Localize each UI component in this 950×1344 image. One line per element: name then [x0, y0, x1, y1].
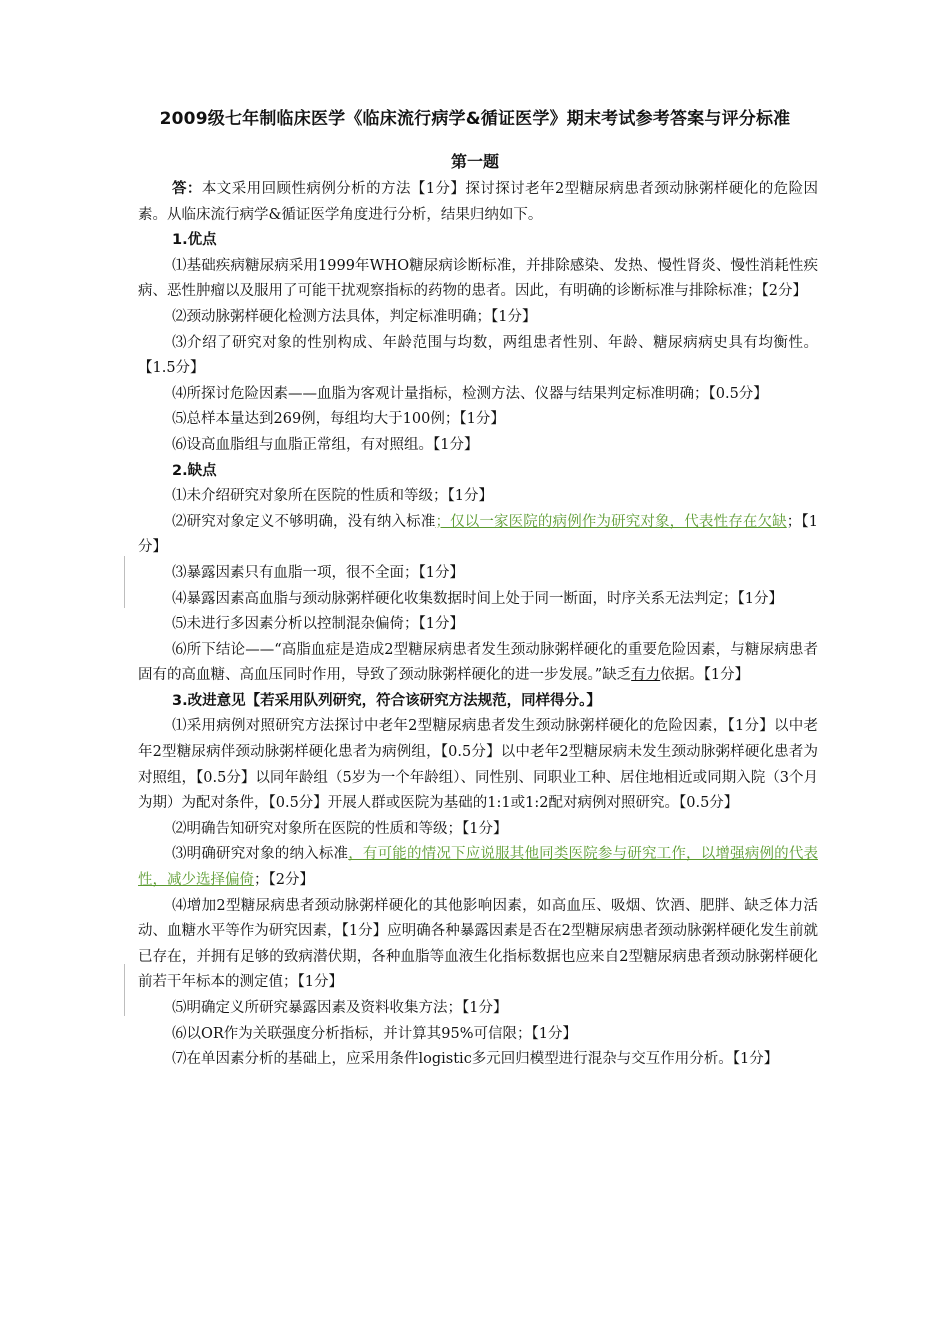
list-item: ⑵研究对象定义不够明确，没有纳入标准；仅以一家医院的病例作为研究对象，代表性存在欠缺；【1分】 — [138, 513, 818, 556]
section-heading: 第一题 — [450, 152, 499, 171]
list-item: ⑴基础疾病糖尿病采用1999年WHO糖尿病诊断标准，并排除感染、发热、慢性肾炎、慢性消耗性疾病、恶性肿瘤以及服用了可能干扰观察指标的药物的患者。因此，有明确的诊断标准与排除标准；【2分】 — [138, 257, 818, 300]
list-item: ⑶暴露因素只有血脂一项，很不全面；【1分】 — [172, 564, 464, 581]
revision-bar — [124, 964, 125, 1016]
list-item: ⑴未介绍研究对象所在医院的性质和等级；【1分】 — [172, 488, 493, 505]
list-item: ⑶介绍了研究对象的性别构成、年龄范围与均数，两组患者性别、年龄、糖尿病病史具有均衡性。【1.5分】 — [138, 334, 818, 377]
document-body — [138, 176, 818, 1073]
intro-paragraph — [138, 176, 818, 228]
list-item: ⑸总样本量达到269例，每组均大于100例；【1分】 — [172, 411, 505, 428]
tracked-insertion: ，有可能的情况下应说服其他同类医院参与研究工作，以增强病例的代表性，减少选择偏倚 — [138, 846, 818, 889]
document-title: 2009级七年制临床医学《临床流行病学&循证医学》期末考试参考答案与评分标准 — [159, 109, 791, 129]
list-item: ⑵明确告知研究对象所在医院的性质和等级；【1分】 — [172, 820, 508, 837]
list-item: ⑹设高血脂组与血脂正常组，有对照组。【1分】 — [172, 436, 479, 453]
list-item: ⑷所探讨危险因素——血脂为客观计量指标，检测方法、仪器与结果判定标准明确；【0.5分】 — [172, 385, 768, 402]
list-item: ⑵颈动脉粥样硬化检测方法具体，判定标准明确；【1分】 — [172, 308, 537, 325]
list-item: ⑸明确定义所研究暴露因素及资料收集方法；【1分】 — [172, 1000, 508, 1016]
heading-disadvantages: 2.缺点 — [172, 462, 217, 479]
heading-improvements: 3.改进意见【若采用队列研究，符合该研究方法规范，同样得分。】 — [172, 692, 601, 709]
revision-bar — [124, 556, 125, 608]
list-item: ⑹以OR作为关联强度分析指标，并计算其95%可信限；【1分】 — [172, 1025, 578, 1042]
list-item: ⑷增加2型糖尿病患者颈动脉粥样硬化的其他影响因素，如高血压、吸烟、饮酒、肥胖、缺乏体力活动、血糖水平等作为研究因素，【1分】应明确各种暴露因素是否在2型糖尿病患者颈动脉粥样硬化发生前就已存在，并拥有足够的致病潜伏期，各种血脂等血液生化指标数据也应来自2型糖尿病患者颈动脉粥样硬化前若干年标本的测定值；【1分】 — [138, 897, 818, 991]
underlined-text: 有力 — [631, 667, 661, 684]
list-item: ⑴采用病例对照研究方法探讨中老年2型糖尿病患者发生颈动脉粥样硬化的危险因素，【1分】以中老年2型糖尿病伴颈动脉粥样硬化患者为病例组，【0.5分】以中老年2型糖尿病未发生颈动脉粥样硬化患者为对照组，【0.5分】以同年龄组（5岁为一个年龄组）、同性别、同职业工种、居住地相近或同期入院（3个月为期）为配对条件，【0.5分】开展人群或医院为基础的1:1或1:2配对病例对照研究。【0.5分】 — [138, 718, 818, 812]
list-item: ⑹所下结论——“高脂血症是造成2型糖尿病患者发生颈动脉粥样硬化的重要危险因素，与糖尿病患者固有的高血糖、高血压同时作用，导致了颈动脉粥样硬化的进一步发展。”缺乏有力依据。【1分】 — [138, 641, 818, 684]
answer-label: 答： — [172, 180, 202, 197]
list-item: ⑸未进行多因素分析以控制混杂偏倚；【1分】 — [172, 616, 464, 633]
list-item: ⑷暴露因素高血脂与颈动脉粥样硬化收集数据时间上处于同一断面，时序关系无法判定；【1分】 — [172, 590, 783, 607]
list-item: ⑺在单因素分析的基础上，应采用条件logistic多元回归模型进行混杂与交互作用分析。【1分】 — [172, 1051, 779, 1068]
intro-text: 本文采用回顾性病例分析的方法【1分】探讨探讨老年2型糖尿病患者颈动脉粥样硬化的危险因素。从临床流行病学&循证医学角度进行分析，结果归纳如下。 — [138, 181, 819, 223]
heading-advantages: 1.优点 — [172, 232, 217, 249]
list-item: ⑶明确研究对象的纳入标准，有可能的情况下应说服其他同类医院参与研究工作，以增强病例的代表性，减少选择偏倚；【2分】 — [138, 846, 818, 889]
tracked-insertion: ；仅以一家医院的病例作为研究对象，代表性存在欠缺 — [435, 513, 787, 530]
